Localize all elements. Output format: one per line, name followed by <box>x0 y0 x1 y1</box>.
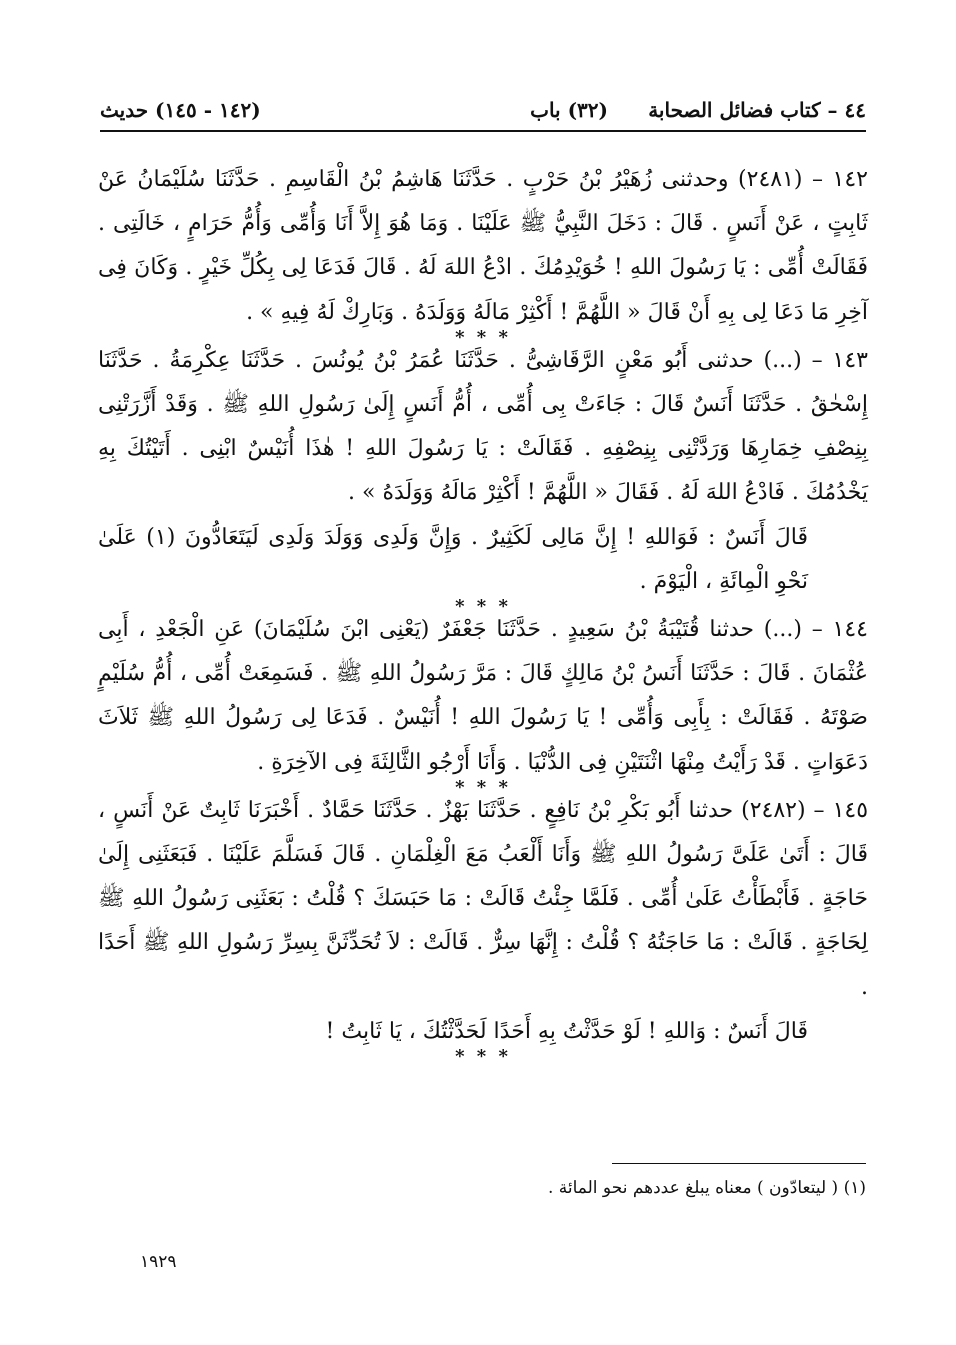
page-number: ١٩٢٩ <box>140 1252 177 1272</box>
main-text <box>98 158 869 1068</box>
footnote-rule <box>612 1163 866 1164</box>
hadith-145-anas-note: قَالَ أَنَسٌ : وَاللهِ ! لَوْ حَدَّثْتُ بِهِ أَحَدًا لَحَدَّثْتُكَ ، يَا ثَابِتُ ! <box>325 1018 808 1044</box>
running-header <box>100 92 866 130</box>
footnote: (١) ( ليتعادّون ) معناه يبلغ عددهم نحو المائة . <box>547 1178 866 1198</box>
separator-stars: * * * <box>455 1046 511 1068</box>
header-rule <box>100 130 866 132</box>
hadith-145: ١٤٥ – (٢٤٨٢) حدثنا أَبُو بَكْرِ بْنُ نَافِعٍ . حَدَّثَنَا بَهْزٌ . حَدَّثَنَا حَمَّادٌ . أَخْبَرَنَا ثَابِتٌ عَنْ أَنَسٍ ، قَالَ : أَتَىٰ عَلَىَّ رَسُولُ اللهِ ﷺ وَأَنَا أَلْعَبُ مَعَ الْغِلْمَانِ . قَالَ فَسَلَّمَ عَلَيْنَا . فَبَعَثَنِى إِلَىٰ حَاجَةٍ . فَأَبْطَأْتُ عَلَىٰ أُمِّى . فَلَمَّا جِئْتُ قَالَتْ : مَا حَبَسَكَ ؟ قُلْتُ : بَعَثَنِى رَسُولُ اللهِ ﷺ لِحَاجَةٍ . قَالَتْ : مَا حَاجَتُهُ ؟ قُلْتُ : إِنَّهَا سِرٌّ . قَالَتْ : لاَ تُحَدِّثَنَّ بِسِرِّ رَسُولِ اللهِ ﷺ أَحَدًا . <box>98 797 869 1000</box>
separator-stars: * * * <box>455 596 511 618</box>
hadith-144: ١٤٤ – (...) حدثنا قُتَيْبَةُ بْنُ سَعِيدٍ . حَدَّثَنَا جَعْفَرٌ (يَعْنِى ابْنَ سُلَيْمَانَ) عَنِ الْجَعْدِ ، أَبِى عُثْمَانَ . قَالَ : حَدَّثَنَا أَنَسُ بْنُ مَالِكٍ قَالَ : مَرَّ رَسُولُ اللهِ ﷺ . فَسَمِعَتْ أُمِّى ، أُمُّ سُلَيْمٍ صَوْتَهُ . فَقَالَتْ : بِأَبِى وَأُمِّى ! يَا رَسُولَ اللهِ ! أُنَيْسٌ . فَدَعَا لِى رَسُولُ اللهِ ﷺ ثَلاَثَ دَعَوَاتٍ . قَدْ رَأَيْتُ مِنْهَا اثْنَتَيْنِ فِى الدُّنْيَا . وَأَنَا أَرْجُو الثَّالِثَةَ فِى الآخِرَةِ . <box>98 617 868 775</box>
separator-stars: * * * <box>455 326 511 348</box>
hadith-142: ١٤٢ – (٢٤٨١) وحدثنى زُهَيْرُ بْنُ حَرْبٍ . حَدَّثَنَا هَاشِمُ بْنُ الْقَاسِمِ . حَدَّثَنَا سُلَيْمَانُ عَنْ ثَابِتٍ ، عَنْ أَنَسٍ . قَالَ : دَخَلَ النَّبِيُّ ﷺ عَلَيْنَا . وَمَا هُوَ إِلاَّ أَنَا وَأُمِّى وَأُمُّ حَرَامٍ ، خَالَتِى . فَقَالَتْ أُمِّى : يَا رَسُولَ اللهِ ! خُوَيْدِمُكَ . ادْعُ اللهَ لَهُ . قَالَ فَدَعَا لِى بِكُلِّ خَيْرٍ . وَكَانَ فِى آخِرِ مَا دَعَا لِى بِهِ أَنْ قَالَ « اللَّهُمَّ ! أَكْثِرْ مَالَهُ وَوَلَدَهُ . وَبَارِكْ لَهُ فِيهِ » . <box>98 167 868 325</box>
hadith-143: ١٤٣ – (...) حدثنى أَبُو مَعْنٍ الرَّقَاشِىُّ . حَدَّثَنَا عُمَرُ بْنُ يُونُسَ . حَدَّثَنَا عِكْرِمَةُ . حَدَّثَنَا إِسْحٰقُ . حَدَّثَنَا أَنَسٌ قَالَ : جَاءَتْ بِى أُمِّى ، أُمُّ أَنَسٍ إِلَىٰ رَسُولِ اللهِ ﷺ . وَقَدْ أَزَّرَتْنِى بِنِصْفِ خِمَارِهَا وَرَدَّتْنِى بِنِصْفِهِ . فَقَالَتْ : يَا رَسُولَ اللهِ ! هٰذَا أُنَيْسٌ ابْنِى . أَتَيْتُكَ بِهِ يَخْدُمُكَ . فَادْعُ اللهَ لَهُ . فَقَالَ « اللَّهُمَّ ! أَكْثِرْ مَالَهُ وَوَلَدَهُ » . <box>98 347 868 506</box>
separator-stars: * * * <box>455 776 511 798</box>
header-book-title: ٤٤ – كتاب فضائل الصحابة <box>648 98 866 122</box>
hadith-143-anas-note: قَالَ أَنَسٌ : فَوَاللهِ ! إِنَّ مَالِى لَكَثِيرٌ . وَإِنَّ وَلَدِى وَوَلَدَ وَلَدِى لَيَتَعَادُّونَ (١) عَلَىٰ نَحْوِ الْمِائَةِ ، الْيَوْمَ . <box>98 524 809 594</box>
header-chapter: (٣٢) باب <box>530 98 608 122</box>
header-hadith-range: (١٤٢ - ١٤٥) حديث <box>100 98 261 122</box>
